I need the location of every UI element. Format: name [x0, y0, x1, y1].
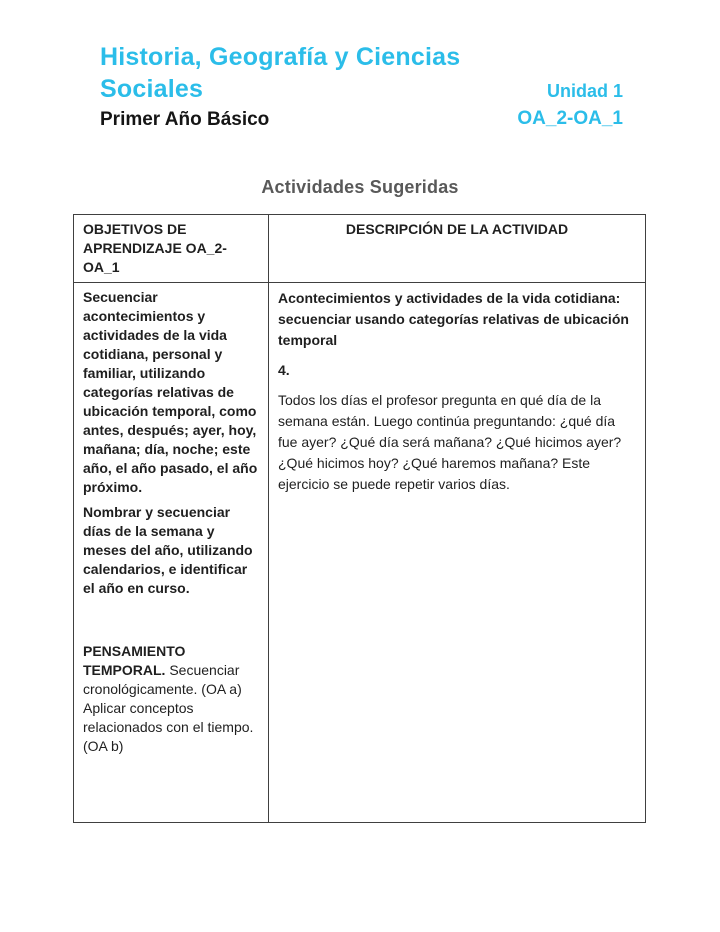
oa-code: OA_2-OA_1 — [517, 108, 623, 129]
document-header — [100, 41, 623, 131]
objective-paragraph-2: Nombrar y secuenciar días de la semana y meses del año, utilizando calendarios, e identificar el año en curso. — [83, 504, 253, 596]
title-line-1: Historia, Geografía y Ciencias — [100, 43, 461, 71]
thinking-skill-label: PENSAMIENTO TEMPORAL. — [83, 643, 186, 678]
header-title-block — [100, 41, 460, 131]
section-title: Actividades Sugeridas — [261, 177, 459, 197]
objective-paragraph-1: Secuenciar acontecimientos y actividades de la vida cotidiana, personal y familiar, utilizando categorías relativas de ubicación temporal, como antes, después; ayer, hoy, mañana; día, noche; este año, el año pasado, el año próximo. — [83, 289, 258, 495]
activity-cell — [269, 283, 646, 823]
title-line-2: Sociales — [100, 75, 204, 103]
table-header-row — [74, 215, 646, 283]
activity-description: Todos los días el profesor pregunta en qué día de la semana están. Luego continúa preguntando: ¿qué día fue ayer? ¿Qué día será mañana? ¿Qué hicimos ayer? ¿Qué hicimos hoy? ¿Qué haremos mañana? Este ejercicio se puede repetir varios días. — [278, 392, 622, 492]
table-body-row — [74, 283, 646, 823]
activity-heading: Acontecimientos y actividades de la vida cotidiana: secuenciar usando categorías relativas de ubicación temporal — [278, 290, 629, 348]
activity-number: 4. — [278, 362, 290, 378]
activity-header-cell: DESCRIPCIÓN DE LA ACTIVIDAD — [269, 215, 646, 283]
header-unit-block — [517, 76, 623, 131]
thinking-skill-text: Secuenciar cronológicamente. (OA a) Aplicar conceptos relacionados con el tiempo. (OA b) — [83, 662, 254, 754]
objective-paragraph-3 — [83, 642, 259, 756]
objectives-header-cell: OBJETIVOS DE APRENDIZAJE OA_2-OA_1 — [74, 215, 269, 283]
objectives-cell — [74, 283, 269, 823]
activities-table — [73, 214, 646, 823]
unit-label: Unidad 1 — [546, 81, 623, 101]
course-name: Primer Año Básico — [100, 109, 270, 130]
page-title — [100, 41, 460, 105]
